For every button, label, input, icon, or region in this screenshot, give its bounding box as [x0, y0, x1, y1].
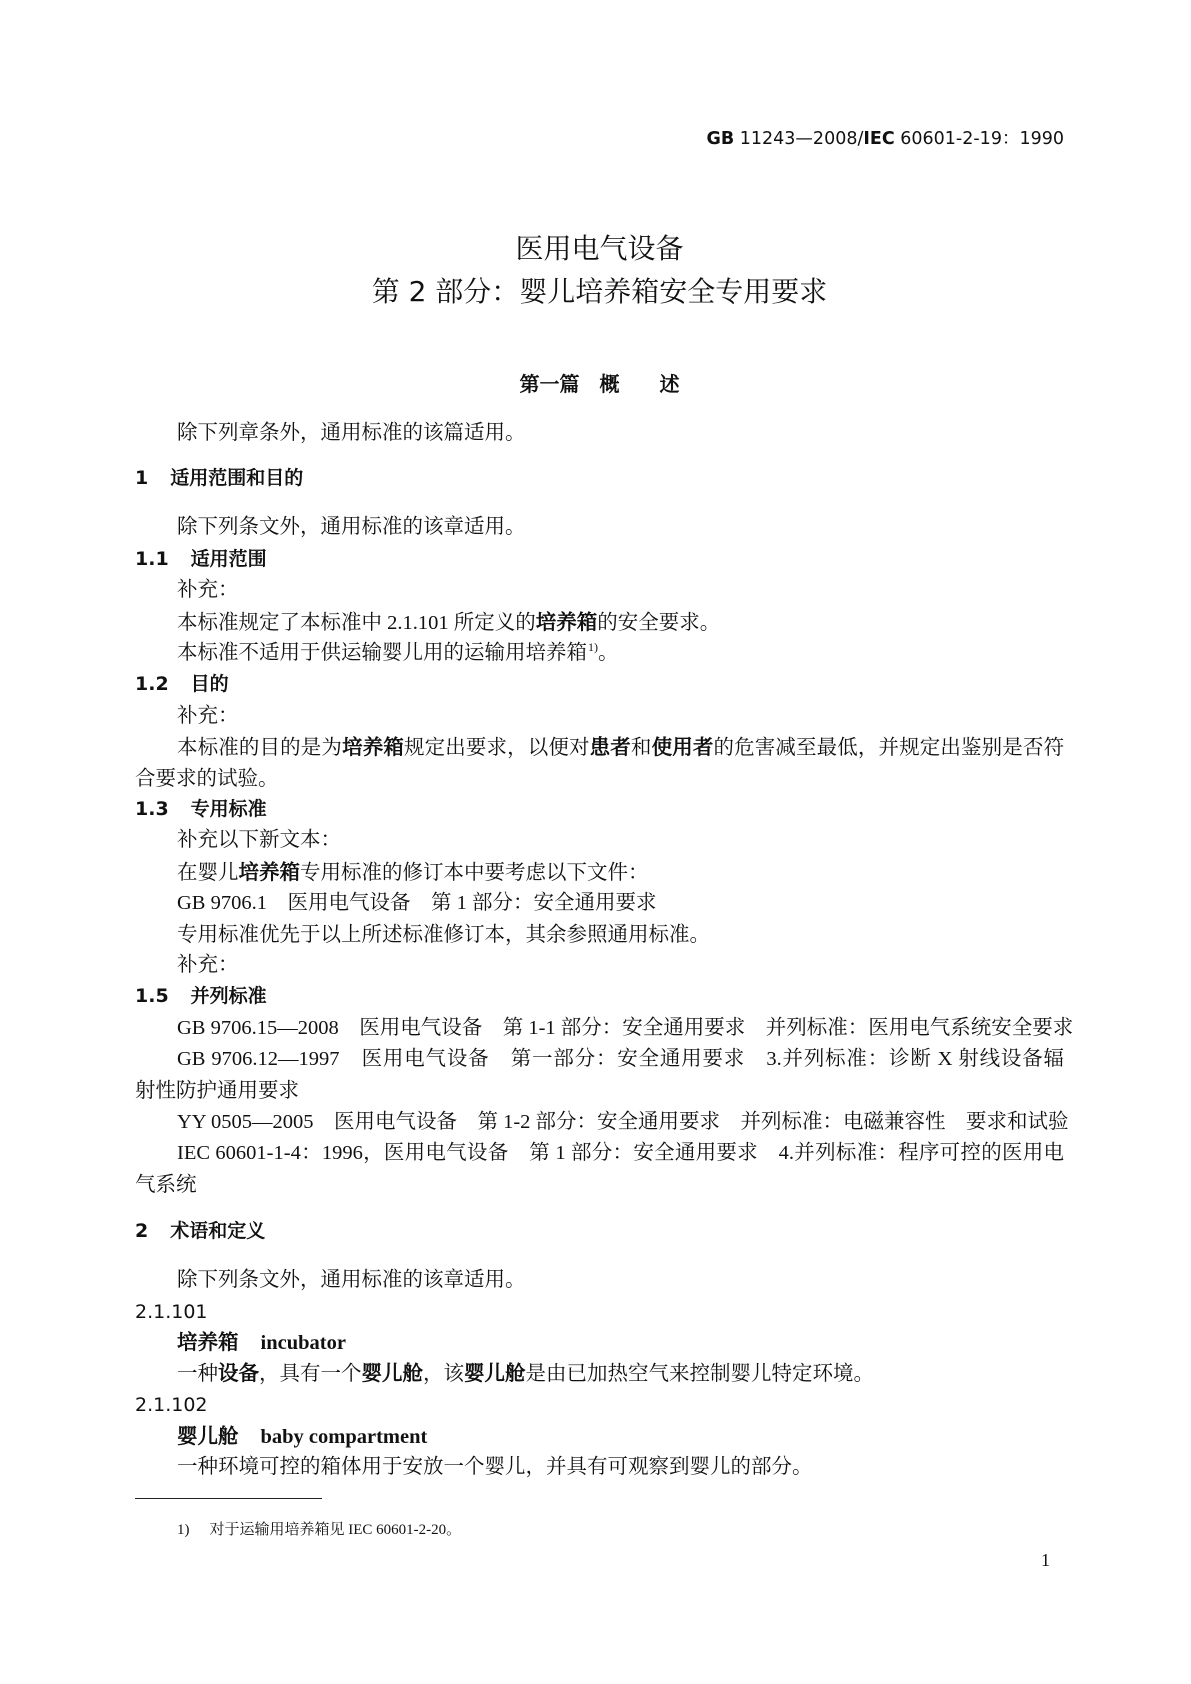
defined-term: 培养箱: [342, 735, 404, 759]
collateral-standard-3: YY 0505—2005 医用电气设备 第 1-2 部分：安全通用要求 并列标准：电磁兼容性 要求和试验: [177, 1111, 1069, 1133]
defined-term: 培养箱: [238, 860, 300, 884]
term-number: 2.1.102: [135, 1394, 208, 1416]
clause-1-1-paragraph-2: [177, 641, 619, 667]
defined-term: 患者: [589, 735, 631, 759]
clause-title: 并列标准: [190, 985, 267, 1007]
footnote: [177, 1520, 461, 1540]
footnote-number: 1): [177, 1522, 190, 1538]
part-heading: 第一篇 概 述: [519, 372, 680, 396]
clause-title: 目的: [190, 673, 229, 695]
term-definition: [177, 1455, 813, 1479]
clause-1-1-heading: [135, 547, 267, 571]
text-segment: 本标准的目的是为: [177, 737, 343, 759]
part-intro: 除下列章条外，通用标准的该篇适用。: [177, 422, 526, 444]
clause-number: 1.2: [135, 673, 169, 695]
text-segment: 在婴儿: [177, 862, 239, 884]
clause-title: 专用标准: [190, 798, 267, 820]
defined-term: 使用者: [651, 735, 714, 759]
text-segment: 一种: [177, 1363, 218, 1385]
text-segment: 。: [598, 642, 619, 664]
collateral-standard-4: IEC 60601-1-4：1996，医用电气设备 第 1 部分：安全通用要求 4.并列标准：程序可控的医用电: [177, 1142, 1064, 1164]
referenced-standard: GB 9706.1 医用电气设备 第 1 部分：安全通用要求: [177, 892, 657, 914]
collateral-standard-2: GB 9706.12—1997 医用电气设备 第一部分：安全通用要求 3.并列标准：诊断 X 射线设备辐: [177, 1048, 1064, 1070]
clause-1-heading: [135, 466, 303, 490]
collateral-standard-4-continued: 气系统: [135, 1174, 197, 1196]
clause-1-5-heading: [135, 984, 267, 1008]
term-entry: [177, 1330, 346, 1355]
header-gb-number: 11243—2008/: [734, 129, 864, 149]
footnote-text: 对于运输用培养箱见 IEC 60601-2-20。: [209, 1522, 462, 1538]
text-segment: ，该: [423, 1363, 464, 1385]
text-segment: 是由已加热空气来控制婴儿特定环境。: [525, 1363, 874, 1385]
text-segment: 专用标准的修订本中要考虑以下文件：: [300, 862, 649, 884]
clause-title: 适用范围: [190, 548, 267, 570]
clause-1-2-supplement: 补充：: [177, 705, 239, 727]
standard-code-header: [707, 128, 1065, 150]
header-gb: GB: [706, 129, 735, 149]
term-entry: [177, 1424, 427, 1449]
collateral-standard-2-continued: 射性防护通用要求: [135, 1080, 299, 1102]
defined-term: 婴儿舱: [361, 1361, 423, 1385]
collateral-standard-1: GB 9706.15—2008 医用电气设备 第 1-1 部分：安全通用要求 并列标准：医用电气系统安全要求: [177, 1017, 1074, 1039]
clause-2-intro: 除下列条文外，通用标准的该章适用。: [177, 1269, 526, 1291]
clause-1-3-supplement: 补充以下新文本：: [177, 829, 341, 851]
header-iec-number: 60601-2-19：1990: [894, 129, 1064, 149]
term-number: 2.1.101: [135, 1301, 208, 1323]
term-chinese: 婴儿舱: [177, 1424, 239, 1448]
defined-term: 婴儿舱: [464, 1361, 526, 1385]
defined-term: 培养箱: [535, 610, 598, 634]
clause-number: 1.3: [135, 798, 169, 820]
clause-1-3-paragraph-2: 专用标准优先于以上所述标准修订本，其余参照通用标准。: [177, 924, 710, 946]
clause-number: 2: [135, 1220, 149, 1242]
document-title-line2: 第 2 部分：婴儿培养箱安全专用要求: [371, 275, 828, 308]
page-number: 1: [1041, 1550, 1050, 1570]
term-english: baby compartment: [260, 1426, 428, 1448]
text-segment: 本标准不适用于供运输婴儿用的运输用培养箱: [177, 642, 587, 664]
clause-1-1-supplement: 补充：: [177, 579, 239, 601]
clause-1-intro: 除下列条文外，通用标准的该章适用。: [177, 516, 526, 538]
clause-title: 术语和定义: [170, 1220, 266, 1242]
defined-term: 设备: [218, 1361, 259, 1385]
text-segment: 的危害减至最低，并规定出鉴别是否符: [713, 737, 1065, 759]
clause-1-3-heading: [135, 797, 267, 821]
text-segment: 本标准规定了本标准中 2.1.101 所定义的: [177, 612, 536, 634]
clause-1-2-paragraph-continued: 合要求的试验。: [135, 768, 279, 790]
clause-1-1-paragraph-1: [177, 610, 720, 635]
text-segment: 和: [630, 737, 652, 759]
clause-title: 适用范围和目的: [170, 467, 304, 489]
clause-number: 1.1: [135, 548, 169, 570]
term-definition: [177, 1361, 874, 1386]
text-segment: 一种环境可控的箱体用于安放一个婴儿，并具有可观察到婴儿的部分。: [177, 1456, 813, 1478]
clause-1-3-paragraph-1: [177, 860, 649, 885]
footnote-reference: 1): [588, 640, 598, 654]
clause-number: 1.5: [135, 985, 169, 1007]
header-iec: IEC: [863, 129, 895, 149]
footnote-separator: [135, 1498, 322, 1499]
clause-1-2-paragraph: [177, 735, 1064, 760]
clause-1-3-supplement-2: 补充：: [177, 954, 239, 976]
document-title-line1: 医用电气设备: [515, 232, 684, 265]
clause-1-2-heading: [135, 672, 229, 696]
clause-number: 1: [135, 467, 149, 489]
text-segment: 的安全要求。: [597, 612, 721, 634]
text-segment: ，具有一个: [259, 1363, 362, 1385]
term-chinese: 培养箱: [177, 1330, 239, 1354]
clause-2-heading: [135, 1219, 265, 1243]
term-english: incubator: [260, 1332, 346, 1354]
text-segment: 规定出要求，以便对: [403, 737, 590, 759]
